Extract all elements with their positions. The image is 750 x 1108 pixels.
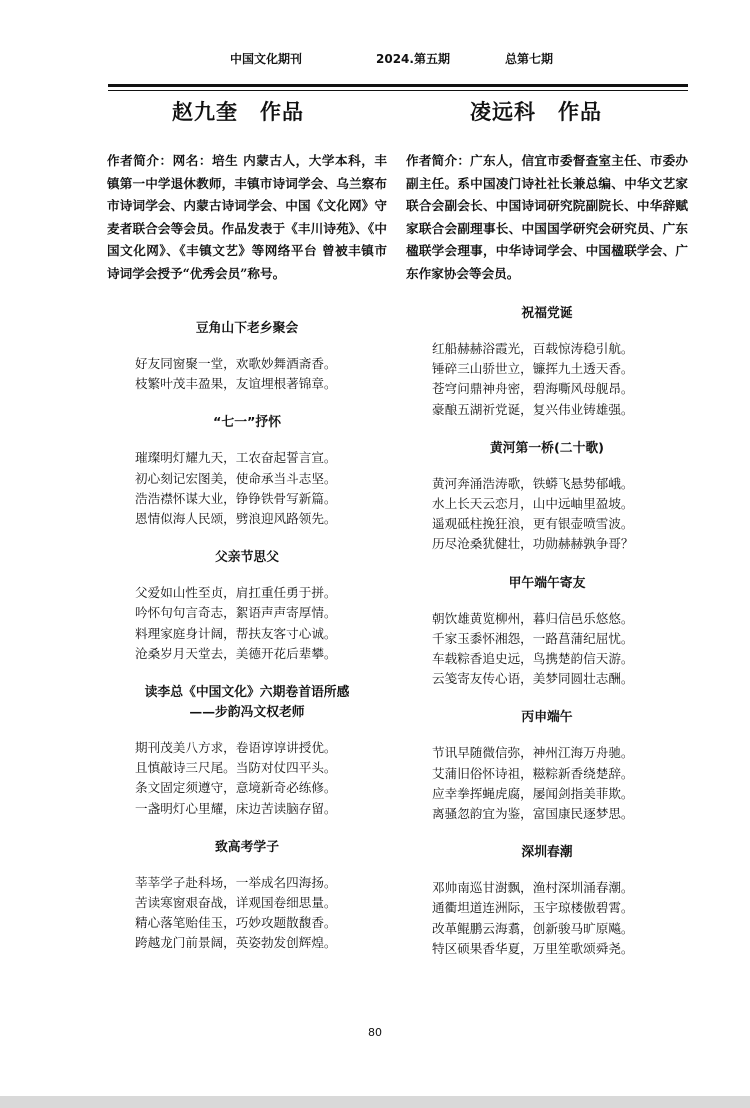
poem-title: 父亲节思父 bbox=[215, 550, 279, 566]
poem-title: 祝福党诞 bbox=[521, 306, 573, 321]
issue-label: 2024.第五期 bbox=[376, 52, 450, 66]
poem bbox=[107, 414, 387, 529]
poem bbox=[406, 440, 688, 555]
poem-line: 节讯早随微信弥，神州江海万舟驰。 bbox=[432, 745, 634, 761]
poem bbox=[107, 839, 387, 954]
poem-line: 璀璨明灯耀九天，工农奋起誓言宣。 bbox=[135, 450, 337, 466]
poem bbox=[406, 709, 688, 824]
poem-title: 黄河第一桥(二十歌) bbox=[489, 440, 605, 456]
page-number: 80 bbox=[368, 1026, 382, 1039]
header-rule-thick bbox=[108, 84, 688, 87]
poem-title: “七一”抒怀 bbox=[212, 415, 281, 431]
left-author-intro: 作者简介：网名：培生 内蒙古人，大学本科，丰镇第一中学退休教师，丰镇市诗词学会、乌兰察布市诗词学会、内蒙古诗词学会、中国《文化网》守麦者联合会等会员。作品发表于《丰川诗苑》、《中国文化网》、《丰镇文艺》等网络平台 曾被丰镇市诗词学会授予“优秀会员”称号。 bbox=[107, 153, 387, 281]
poem bbox=[406, 575, 688, 690]
poem-title: 读李总《中国文化》六期卷首语所感 bbox=[144, 685, 350, 701]
poem-title: 豆角山下老乡聚会 bbox=[195, 321, 299, 336]
poem-line: 期刊茂美八方求，卷语谆谆讲授优。 bbox=[135, 740, 337, 756]
right-author-intro: 作者简介：广东人，信宜市委督查室主任、市委办副主任。系中国凌门诗社社长兼总编、中华文艺家联合会副会长、中国诗词研究院副院长、中华辞赋家联合会副理事长、中国国学研究会研究员、广东楹联学会理事，中华诗词学会、中国楹联学会、广东作家协会等会员。 bbox=[406, 153, 688, 281]
poem-line: 邓帅南巡甘澍飘，渔村深圳涌春潮。 bbox=[432, 880, 634, 896]
poem bbox=[406, 305, 688, 420]
poem-line: 改革鲲鹏云海翥，创新骏马旷原飚。 bbox=[432, 920, 634, 936]
poem-line: 沧桑岁月天堂去，美德开花后辈攀。 bbox=[135, 645, 337, 661]
total-issue-label: 总第七期 bbox=[505, 52, 554, 66]
page-header bbox=[0, 50, 750, 70]
poem-line: 精心落笔贻佳玉，巧妙攻题散馥香。 bbox=[135, 915, 337, 931]
journal-name: 中国文化期刊 bbox=[230, 52, 303, 66]
poem-title: 甲午端午寄友 bbox=[508, 575, 586, 591]
poem bbox=[406, 844, 688, 959]
poem-line: 苦读寒窗艰奋战，详观国卷细思量。 bbox=[135, 895, 337, 911]
poem bbox=[107, 684, 387, 819]
poem-line: 好友同窗聚一堂，欢歌妙舞酒斋香。 bbox=[135, 356, 337, 371]
poem-line: 历尽沧桑犹健壮，功勋赫赫孰争哥？ bbox=[432, 536, 634, 552]
poem bbox=[107, 320, 387, 394]
poem-line: 跨越龙门前景阔，英姿勃发创辉煌。 bbox=[135, 935, 337, 951]
poem-line: 吟怀句句言奇志，絮语声声寄厚情。 bbox=[135, 605, 337, 621]
header-rule-thin bbox=[108, 90, 688, 91]
poem-line: 苍穹问鼎神舟密，碧海嘶风母舰昂。 bbox=[432, 381, 634, 397]
right-author-title: 凌远科 作品 bbox=[470, 99, 602, 124]
poem-line: 通衢坦道连洲际，玉宇琼楼傲碧霄。 bbox=[432, 900, 634, 916]
poem-line: 水上长天云恋月，山中远岫里盈坡。 bbox=[432, 496, 634, 512]
poem-line: 料理家庭身计阔，帮扶友客寸心诚。 bbox=[135, 625, 337, 641]
poem-line: 艾蒲旧俗怀诗祖，糍粽新香绕楚辞。 bbox=[432, 765, 634, 781]
poem-line: 应幸拳挥蝇虎腐，屡闻剑指美菲欺。 bbox=[432, 785, 634, 801]
poem-line: 一盏明灯心里耀，床边苦读脑存留。 bbox=[135, 800, 337, 816]
poem-title: 深圳春潮 bbox=[521, 845, 573, 861]
right-column bbox=[406, 150, 688, 959]
poem-title: 致高考学子 bbox=[215, 839, 279, 855]
poem-line: 车载粽香追史远，鸟携楚韵信天游。 bbox=[432, 651, 634, 667]
poem-line: 父爱如山性至贞，肩扛重任勇于拼。 bbox=[135, 585, 337, 601]
poem-line: 黄河奔涌浩涛歌，铁蟒飞悬势郁峨。 bbox=[432, 475, 634, 491]
poem-line: 初心刻记宏图美，使命承当斗志坚。 bbox=[135, 470, 337, 486]
poem bbox=[107, 549, 387, 664]
left-author-title: 赵九奎 作品 bbox=[172, 99, 304, 124]
poem-line: 且慎敲诗三尺尾。当防对仗四平头。 bbox=[135, 760, 337, 776]
poem-line: 浩浩襟怀谋大业，铮铮铁骨写新篇。 bbox=[135, 490, 337, 506]
viewer-bottom-band bbox=[0, 1096, 750, 1108]
poem-line: 恩情似海人民颂，劈浪迎风路领先。 bbox=[135, 511, 337, 527]
poem-line: 千家玉黍怀湘怨，一路菖蒲纪屈忧。 bbox=[432, 630, 634, 646]
left-column bbox=[107, 150, 387, 954]
poem-line: 遥观砥柱挽狂浪，更有银壶喷雪波。 bbox=[432, 516, 634, 532]
poem-line: 离骚忽韵宜为鉴，富国康民逐梦思。 bbox=[432, 806, 634, 822]
poem-line: 豪酿五湖祈党诞，复兴伟业铸雄强。 bbox=[432, 401, 634, 417]
poem-line: 枝繁叶茂丰盈果，友谊埋根著锦章。 bbox=[135, 376, 337, 392]
poem-line: 锤碎三山骄世立，镰挥九土透天香。 bbox=[432, 361, 634, 377]
poem-line: 特区硕果香华夏，万里笙歌颂舜尧。 bbox=[432, 940, 634, 956]
poem-line: 朝饮雄黄览柳州，暮归信邑乐悠悠。 bbox=[432, 610, 634, 626]
poem-line: 莘莘学子赴科场，一举成名四海扬。 bbox=[135, 874, 337, 890]
poem-title: 丙申端午 bbox=[521, 710, 573, 726]
poem-subtitle: ——步韵冯文权老师 bbox=[189, 705, 305, 721]
poem-line: 条文固定须遵守，意境新奇必练修。 bbox=[135, 780, 337, 796]
poem-line: 云笺寄友传心语，美梦同圆壮志酬。 bbox=[432, 671, 634, 687]
poem-line: 红船赫赫浴霞光，百载惊涛稳引航。 bbox=[432, 341, 634, 356]
